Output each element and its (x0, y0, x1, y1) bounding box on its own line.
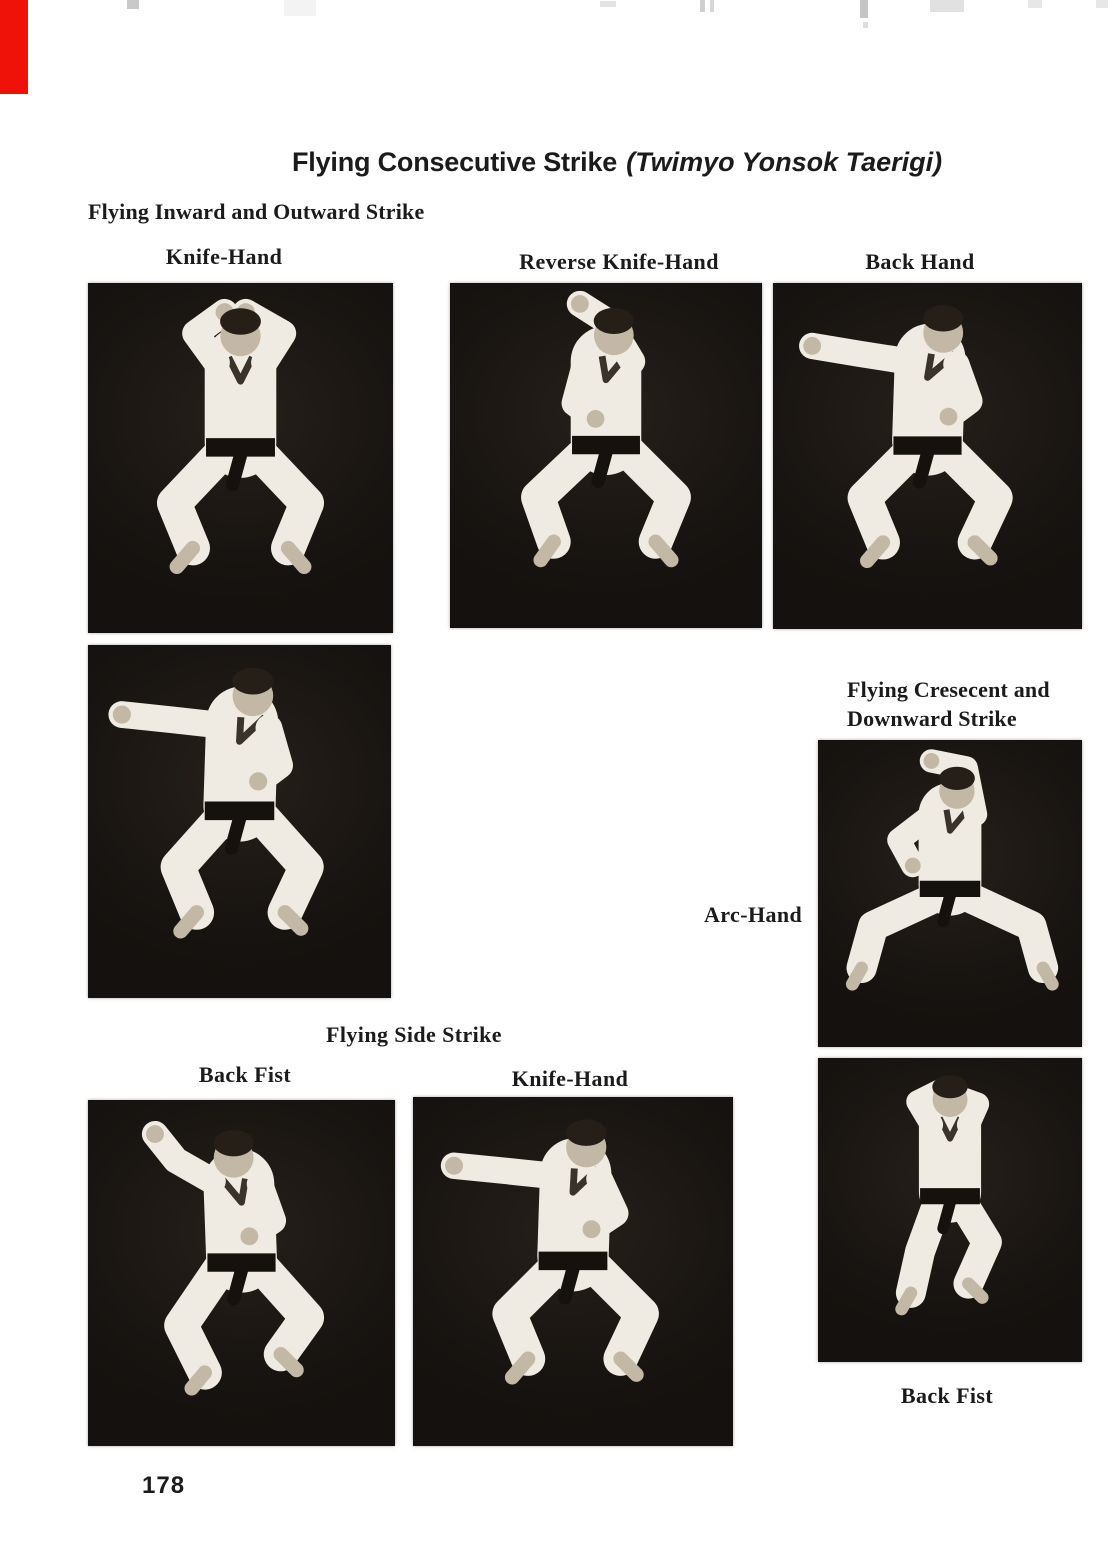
scan-smudge (930, 0, 964, 12)
scan-smudge (1028, 0, 1042, 8)
caption-back-hand: Back Hand (865, 249, 975, 274)
scan-smudge (700, 0, 705, 12)
page-title (292, 147, 942, 178)
scan-smudge (1096, 0, 1108, 8)
section-heading-crescent-downward (847, 675, 1050, 733)
page-title-english: Flying Consecutive Strike (292, 147, 618, 177)
caption-reverse-knife-hand: Reverse Knife-Hand (519, 249, 719, 274)
section-heading-inward-outward: Flying Inward and Outward Strike (88, 199, 425, 224)
scan-smudge (284, 0, 316, 16)
photo-flying-reverse-knife-hand (450, 283, 762, 628)
photo-crescent-back-fist (818, 1058, 1082, 1362)
caption-side-knife-hand: Knife-Hand (511, 1066, 629, 1091)
photo-flying-arc-hand (818, 740, 1082, 1047)
section-heading-flying-side-strike: Flying Side Strike (326, 1022, 502, 1047)
photo-side-knife-hand (413, 1097, 733, 1446)
scan-smudge (600, 1, 616, 7)
red-scan-strip (0, 0, 28, 94)
caption-knife-hand: Knife-Hand (165, 244, 283, 269)
caption-side-back-fist: Back Fist (198, 1062, 292, 1087)
scan-smudge (863, 22, 868, 28)
crescent-heading-line1: Flying Cresecent and (847, 677, 1050, 702)
scan-smudge (127, 0, 139, 9)
crescent-heading-line2: Downward Strike (847, 706, 1017, 731)
scan-smudge (860, 0, 868, 18)
page-title-korean-romanized: (Twimyo Yonsok Taerigi) (626, 147, 943, 177)
scan-smudge (710, 0, 714, 12)
page-number: 178 (142, 1472, 186, 1499)
caption-arc-hand: Arc-Hand (704, 902, 803, 927)
photo-flying-back-hand (773, 283, 1082, 629)
photo-side-back-fist (88, 1100, 395, 1446)
photo-flying-inward-knife-hand (88, 283, 393, 633)
photo-flying-outward-strike (88, 645, 391, 998)
caption-crescent-back-fist: Back Fist (900, 1383, 994, 1408)
